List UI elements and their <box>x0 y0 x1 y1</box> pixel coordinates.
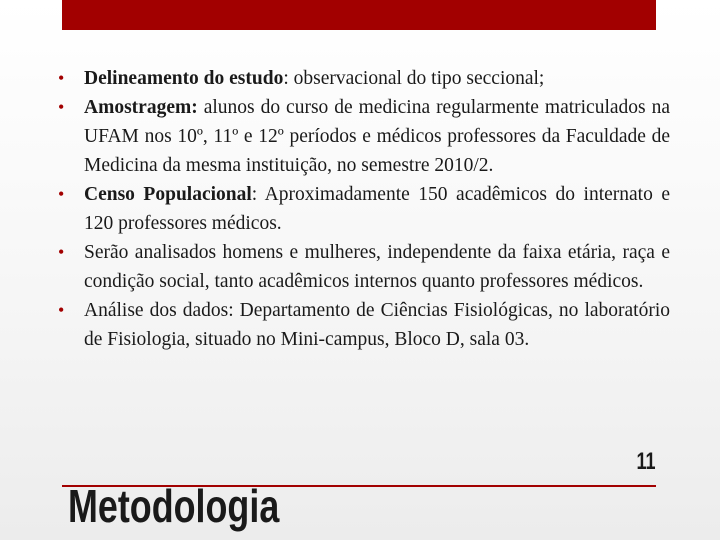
bullet-item <box>58 64 670 93</box>
bullet-dot-icon: • <box>58 97 65 117</box>
bullet-text: : Aproximadamente 150 acadêmicos do internato e 120 professores médicos. <box>84 184 670 234</box>
bullet-text: Serão analisados homens e mulheres, independente da faixa etária, raça e condição social, tanto acadêmicos internos quanto professores médicos. <box>84 242 670 292</box>
bullet-text: : observacional do tipo seccional; <box>283 68 545 89</box>
bullet-item <box>58 93 670 180</box>
bullet-label: Censo Populacional <box>84 184 252 205</box>
bullet-label: Amostragem: <box>84 97 198 118</box>
bullet-dot-icon: • <box>58 300 65 320</box>
bullet-item <box>58 296 670 354</box>
bullet-text: alunos do curso de medicina regularmente matriculados na UFAM nos 10º, 11º e 12º períodos e médicos professores da Faculdade de Medicina da mesma instituição, no semestre 2010/2. <box>84 97 670 176</box>
bullet-item <box>58 238 670 296</box>
bullet-list <box>58 64 670 354</box>
page-number: 11 <box>636 448 656 475</box>
bullet-dot-icon: • <box>58 242 65 262</box>
bullet-text: Análise dos dados: Departamento de Ciências Fisiológicas, no laboratório de Fisiologia, situado no Mini-campus, Bloco D, sala 03. <box>84 300 670 350</box>
bullet-item <box>58 180 670 238</box>
bullet-dot-icon: • <box>58 68 65 88</box>
bullet-label: Delineamento do estudo <box>84 68 284 89</box>
bullet-dot-icon: • <box>58 184 65 204</box>
top-accent-bar <box>62 0 656 30</box>
slide-title: Metodologia <box>68 480 280 532</box>
